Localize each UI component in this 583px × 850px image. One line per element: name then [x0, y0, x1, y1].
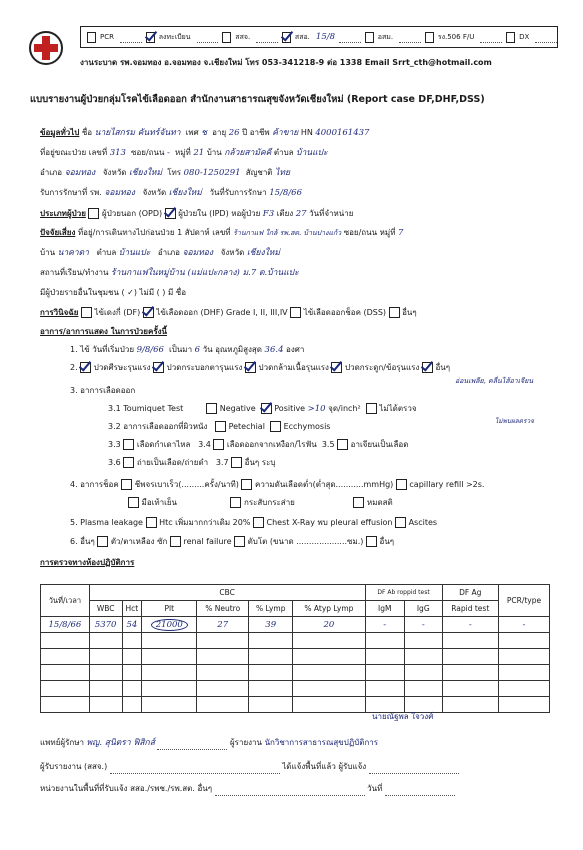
top-check-label: อสม. [377, 32, 394, 41]
symptom-label: ปวดกล้ามเนื้อรุนแรง [258, 363, 329, 372]
lab-cell [122, 681, 142, 697]
lab-cell [249, 697, 293, 713]
risk-row: ปัจจัยเสี่ยง ที่อยู่/การเดินทางไปก่อนป่วย 1 สัปดาห์ เลขที่ ร้านกาแฟ ใกล้ รพ.สต. บ้านปางแก้ว ซอย/ถนน หมู่ที่ 7 [40, 228, 404, 238]
symptom-checkbox[interactable] [422, 362, 433, 373]
lab-cell: - [442, 617, 498, 633]
gum-bleeding-checkbox[interactable] [213, 439, 224, 450]
pulse-checkbox[interactable] [121, 479, 132, 490]
footer-row-3: หน่วยงานในพื้นที่ที่รับแจ้ง สสอ./รพช./รพ.สต. อื่นๆ วันที่ [40, 782, 455, 796]
lab-cell [142, 633, 197, 649]
restless-checkbox[interactable] [230, 497, 241, 508]
lab-cell [404, 649, 442, 665]
fever-row: 1. ไข้ วันที่เริ่มป่วย 9/8/66 เป็นมา 6 วัน อุณหภูมิสูงสุด 36.4 องศา [70, 345, 305, 355]
tourniquet-row: 3.1 Toumiquet Test Negative Positive >10 จุด/inch² ไม่ได้ตรวจ [108, 404, 417, 414]
lab-cell: 5370 [89, 617, 122, 633]
risk-row-2: บ้าน นาคาดา ตำบล บ้านแปะ อำเภอ จอมทอง จังหวัด เชียงใหม่ [40, 248, 280, 258]
table-row [41, 649, 550, 665]
lab-cell [41, 681, 90, 697]
lab-cell: 15/8/66 [41, 617, 90, 633]
lab-cell: 27 [197, 617, 249, 633]
lab-col-header: % Atyp Lymp [293, 601, 365, 617]
lab-cell: - [498, 617, 549, 633]
lab-cell [142, 697, 197, 713]
lab-cell [142, 665, 197, 681]
symptom-label: ปวดศีรษะรุนแรง [93, 363, 151, 372]
lab-cell: 20 [293, 617, 365, 633]
notdone-note: ไม่พบผลตรวจ [495, 417, 534, 425]
other-bleeding-checkbox[interactable] [231, 457, 242, 468]
unit-field[interactable] [215, 784, 365, 796]
skin-bleeding-row: 3.2 อาการเลือดออกที่ผิวหนัง Petechial Ecchymosis [108, 422, 331, 431]
symptom-checkbox[interactable] [245, 362, 256, 373]
pain-row: 2. ปวดศีรษะรุนแรง ปวดกระบอกตารุนแรง ปวดกล้ามเนื้อรุนแรง ปวดกระดูก/ข้อรุนแรง อื่นๆ [70, 363, 451, 372]
lab-cell: 54 [122, 617, 142, 633]
diagnosis-row: การวินิจฉัย ไข้เดงกี่ (DF) ไข้เลือดออก (DHF) Grade I, II, III,IV ไข้เลือดออกช็อค (DSS) อื่นๆ [40, 308, 417, 317]
top-check-note: 15/8 [315, 32, 335, 42]
bp-checkbox[interactable] [241, 479, 252, 490]
table-row [41, 665, 550, 681]
community-cases-row: มีผู้ป่วยรายอื่นในชุมชน ( ✓) ไม่มี ( ) มี ชื่อ [40, 288, 187, 297]
top-check-0[interactable] [87, 32, 96, 43]
table-row [41, 633, 550, 649]
top-check-label: สสอ. [294, 32, 310, 41]
lab-cell [197, 665, 249, 681]
lab-table [40, 584, 550, 713]
jaundice-checkbox[interactable] [97, 536, 108, 547]
df-checkbox[interactable] [81, 307, 92, 318]
general-row-1: ข้อมูลทั่วไป ชื่อ นายไสกรม คันทร์จันทา เพศ ช อายุ 26 ปี อาชีพ ค้าขาย HN 4000161437 [40, 128, 370, 138]
lab-col-header: % Neutro [197, 601, 249, 617]
lab-cell [142, 649, 197, 665]
ascites-checkbox[interactable] [395, 517, 406, 528]
lab-cell [122, 633, 142, 649]
bleeding-row-3: 3.6 ถ่ายเป็นเลือด/ถ่ายดำ 3.7 อื่นๆ ระบุ [108, 458, 276, 467]
ipd-checkbox[interactable] [165, 208, 176, 219]
lab-cell [498, 681, 549, 697]
dhf-checkbox[interactable] [143, 307, 154, 318]
date-field[interactable] [385, 784, 455, 796]
lab-cell [498, 633, 549, 649]
cbc-header: CBC [89, 585, 365, 601]
symptom-label: อื่นๆ [435, 363, 451, 372]
top-check-label: รง.506 F/U [437, 32, 475, 41]
hospital-logo-icon [26, 28, 66, 68]
lab-cell [249, 633, 293, 649]
lab-cell [498, 697, 549, 713]
symptom-label: ปวดกระบอกตารุนแรง [166, 363, 243, 372]
lab-col-header: Rapid test [442, 601, 498, 617]
stamp-title: นักวิชาการสาธารณสุขปฏิบัติการ [264, 738, 379, 747]
general-row-4: รับการรักษาที่ รพ. จอมทอง จังหวัด เชียงใหม่ วันที่รับการรักษา 15/8/66 [40, 188, 302, 198]
petechial-checkbox[interactable] [215, 421, 226, 432]
hepatomegaly-checkbox[interactable] [234, 536, 245, 547]
other-row: 6. อื่นๆ ตัว/ตาเหลือง ซัก renal failure ตับโต (ขนาด ....................ซม.) อื่นๆ [70, 537, 395, 546]
symptoms-title: อาการ/อาการแสดง ในการป่วยครั้งนี้ [40, 327, 167, 336]
table-row [41, 681, 550, 697]
footer-row-1: แพทย์ผู้รักษา พญ. สุนิตรา ฟิสิกส์ ผู้รายงาน นักวิชาการสาธารณสุขปฏิบัติการ [40, 738, 379, 748]
top-check-label: DX [519, 33, 530, 41]
header [0, 8, 583, 78]
shock-row-1: 4. อาการช็อค ชีพจรเบาเร็ว(.........ครั้ง/นาที) ความดันเลือดต่ำ(ต่ำสุด...........mmHg) capillary refill >2s. [70, 480, 485, 489]
notify-field[interactable] [369, 762, 459, 774]
dss-checkbox[interactable] [290, 307, 301, 318]
lab-cell [498, 665, 549, 681]
lab-cell [249, 665, 293, 681]
top-check-4[interactable] [365, 32, 374, 43]
lab-cell [197, 697, 249, 713]
stamp-name: นายณัฐพล ใจวงศ์ [372, 712, 434, 721]
lab-cell [442, 665, 498, 681]
shock-row-2: มือเท้าเย็น กระสับกระส่าย หมดสติ [128, 496, 393, 510]
notdone-checkbox[interactable] [366, 403, 377, 414]
lab-col-header: % Lymp [249, 601, 293, 617]
unconscious-checkbox[interactable] [353, 497, 364, 508]
negative-checkbox[interactable] [206, 403, 217, 414]
lab-cell [197, 649, 249, 665]
lab-cell [442, 649, 498, 665]
other-symptom-note: อ่อนเพลีย, คลื่นไส้อาเจียน [455, 377, 534, 385]
bleeding-title: 3. อาการเลือดออก [70, 386, 136, 395]
epistaxis-checkbox[interactable] [123, 439, 134, 450]
admit-date: 15/8/66 [269, 188, 302, 198]
lab-cell [404, 681, 442, 697]
lab-col-header: IgM [365, 601, 404, 617]
lab-cell [122, 649, 142, 665]
lab-cell [365, 681, 404, 697]
lab-cell [293, 633, 365, 649]
form-title: แบบรายงานผู้ป่วยกลุ่มโรคไข้เลือดออก สำนักงานสาธารณสุขจังหวัดเชียงใหม่ (Report case DF,DHF,DSS) [30, 94, 485, 105]
lab-cell [442, 697, 498, 713]
top-check-label: PCR [100, 33, 114, 41]
top-check-label: ลงทะเบียน [158, 32, 191, 41]
hospital-contact: งานระบาด รพ.จอมทอง อ.จอมทอง จ.เชียงใหม่ โทร 053-341218-9 ต่อ 1338 Email Srrt_cth@hotmail.com [80, 58, 492, 67]
top-check-5[interactable] [425, 32, 434, 43]
lab-cell [41, 649, 90, 665]
lab-cell [89, 697, 122, 713]
lab-cell [89, 649, 122, 665]
symptom-checkbox[interactable] [331, 362, 342, 373]
lab-cell [365, 633, 404, 649]
lab-cell [249, 681, 293, 697]
symptom-checkbox[interactable] [80, 362, 91, 373]
dfag-header: DF Ag [442, 585, 498, 601]
top-check-label: สสจ. [235, 32, 251, 41]
positive-checkbox[interactable] [261, 403, 272, 414]
top-check-6[interactable] [506, 32, 515, 43]
htc-checkbox[interactable] [146, 517, 157, 528]
lab-cell [293, 649, 365, 665]
hn-number: 4000161437 [315, 128, 370, 138]
symptom-checkbox[interactable] [153, 362, 164, 373]
top-check-1[interactable] [146, 32, 155, 43]
lab-cell [142, 617, 197, 633]
date-header: วันที่/เวลา [41, 585, 90, 617]
lab-cell [142, 681, 197, 697]
lab-cell [365, 665, 404, 681]
symptom-label: ปวดกระดูก/ข้อรุนแรง [345, 363, 420, 372]
patient-name: นายไสกรม คันทร์จันทา [94, 128, 181, 138]
table-row [41, 617, 550, 633]
general-row-3: อำเภอ จอมทอง จังหวัด เชียงใหม่ โทร 080-1250291 สัญชาติ ไทย [40, 168, 290, 178]
cap-refill-checkbox[interactable] [396, 479, 407, 490]
general-row-2: ที่อยู่ขณะป่วย เลขที่ 313 ซอย/ถนน - หมู่ที่ 21 บ้าน กล้วยสามัคคี ตำบล บ้านแปะ [40, 148, 328, 158]
lab-cell [249, 649, 293, 665]
pcr-header: PCR/type [498, 585, 549, 617]
other-dx-checkbox[interactable] [389, 307, 400, 318]
lab-cell [197, 681, 249, 697]
receiver-field[interactable] [110, 762, 280, 774]
phone-number: 080-1250291 [183, 168, 241, 178]
lab-cell [122, 697, 142, 713]
lab-col-header: Hct [122, 601, 142, 617]
plt-value: 21000 [151, 619, 188, 631]
lab-title: การตรวจทางห้องปฏิบัติการ [40, 558, 135, 567]
lab-cell [293, 681, 365, 697]
opd-checkbox[interactable] [88, 208, 99, 219]
lab-col-header: WBC [89, 601, 122, 617]
lab-cell [498, 649, 549, 665]
lab-cell [89, 681, 122, 697]
cxr-checkbox[interactable] [253, 517, 264, 528]
lab-cell [41, 665, 90, 681]
ecchymosis-checkbox[interactable] [270, 421, 281, 432]
lab-col-header: IgG [404, 601, 442, 617]
lab-cell [41, 697, 90, 713]
lab-cell [365, 649, 404, 665]
cold-extremities-checkbox[interactable] [128, 497, 139, 508]
lab-cell [41, 633, 90, 649]
lab-cell [197, 633, 249, 649]
footer-row-2: ผู้รับรายงาน (สสจ.) ได้แจ้งพื้นที่แล้ว ผู้รับแจ้ง [40, 760, 459, 774]
lab-cell [442, 633, 498, 649]
lab-cell: - [365, 617, 404, 633]
lab-cell [122, 665, 142, 681]
melena-checkbox[interactable] [123, 457, 134, 468]
dfab-header: DF Ab roppid test [365, 585, 442, 601]
workplace-row: สถานที่เรียน/ทำงาน ร้านกาแฟในหมู่บ้าน (แม่แปะกลาง) ม.7 ต.บ้านแปะ [40, 268, 299, 278]
lab-cell: 39 [249, 617, 293, 633]
other-s6-checkbox[interactable] [366, 536, 377, 547]
top-check-2[interactable] [222, 32, 231, 43]
lab-cell: - [404, 617, 442, 633]
lab-cell [442, 681, 498, 697]
lab-col-header: Plt [142, 601, 197, 617]
distribution-checklist [80, 26, 558, 48]
patient-type-row: ประเภทผู้ป่วย ผู้ป่วยนอก (OPD) ผู้ป่วยใน (IPD) หอผู้ป่วย F3 เตียง 27 วันที่จำหน่าย [40, 209, 354, 219]
hematemesis-checkbox[interactable] [337, 439, 348, 450]
lab-cell [404, 633, 442, 649]
top-check-3[interactable] [282, 32, 291, 43]
table-row [41, 697, 550, 713]
lab-cell [89, 665, 122, 681]
renal-checkbox[interactable] [170, 536, 181, 547]
lab-cell [404, 665, 442, 681]
bleeding-row-2: 3.3 เลือดกำเดาไหล 3.4 เลือดออกจากเหงือก/ไรฟัน 3.5 อาเจียนเป็นเลือด [108, 440, 409, 449]
lab-cell [293, 697, 365, 713]
lab-cell [89, 633, 122, 649]
lab-cell [293, 665, 365, 681]
plasma-row: 5. Plasma leakage Htc เพิ่มมากกว่าเดิม 20% Chest X-Ray พบ pleural effusion Ascites [70, 518, 438, 527]
